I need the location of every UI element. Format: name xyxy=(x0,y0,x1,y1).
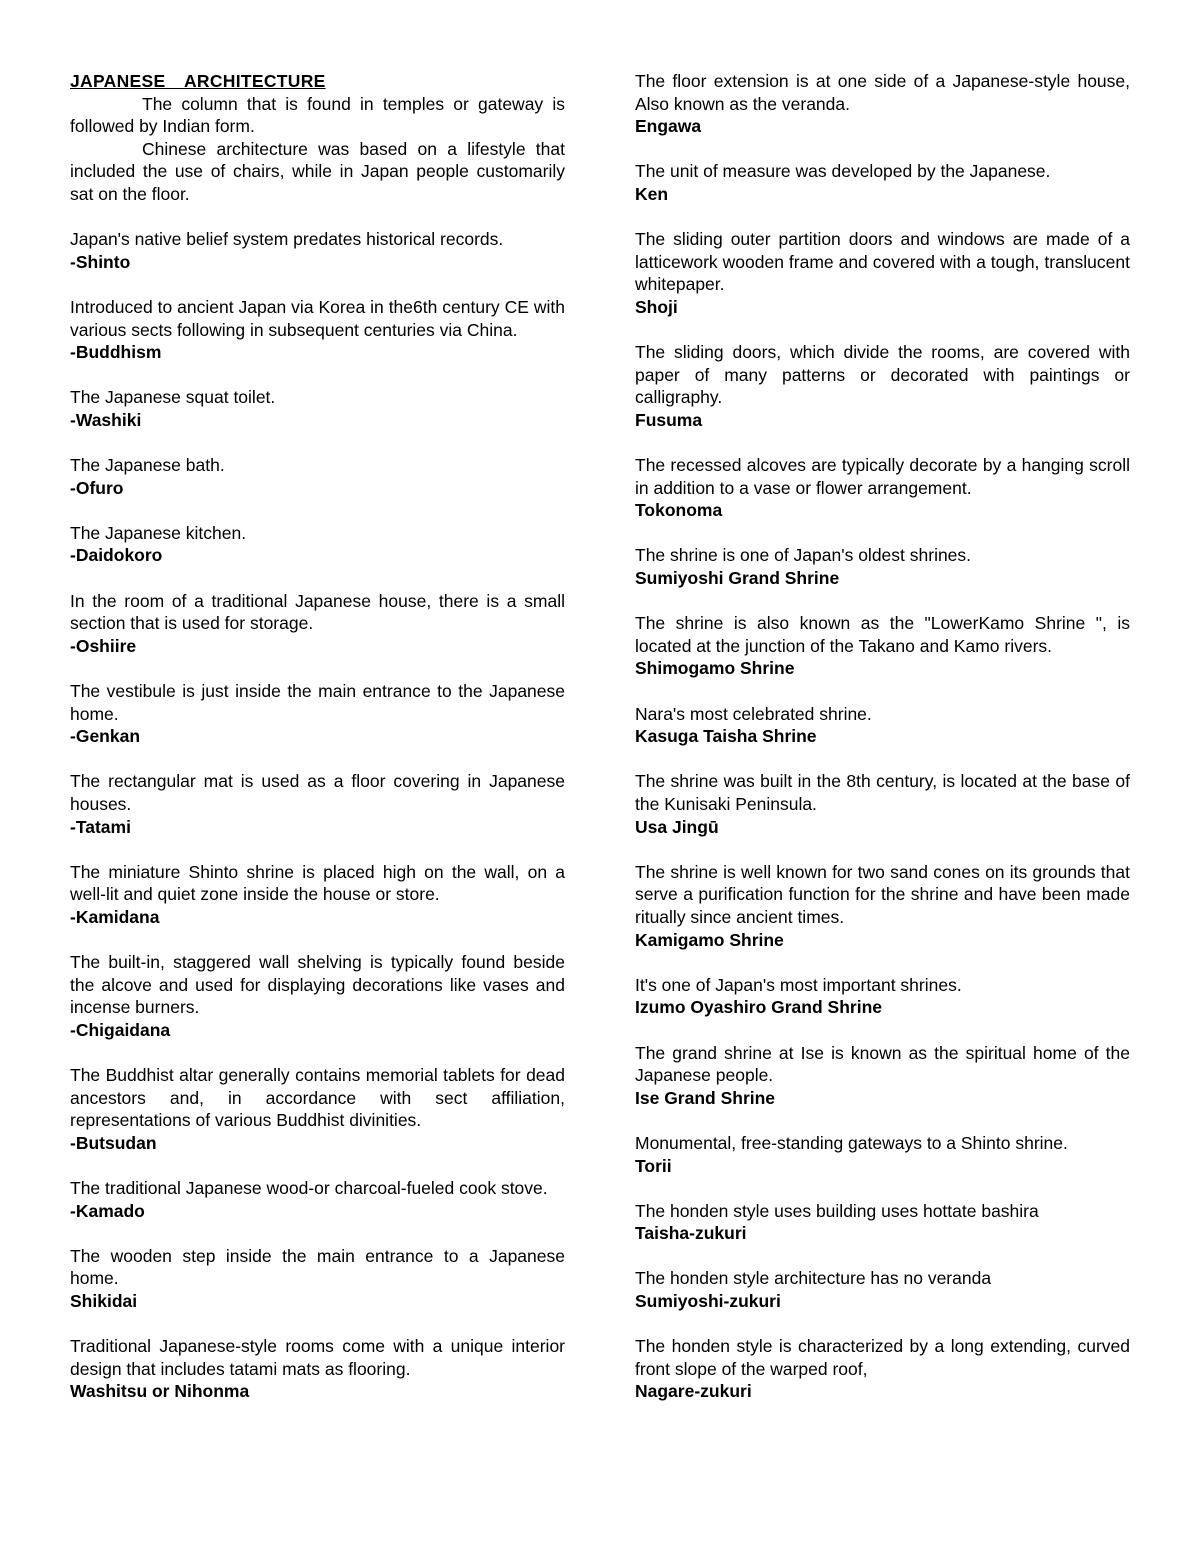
entry-term: Taisha-zukuri xyxy=(635,1223,747,1244)
entry-description: The honden style is characterized by a long extending, curved front slope of the warped roof, xyxy=(635,1336,1130,1379)
entry-term: Kasuga Taisha Shrine xyxy=(635,726,817,747)
entry-term: Engawa xyxy=(635,116,702,137)
entry-description: The recessed alcoves are typically decorate by a hanging scroll in addition to a vase or flower arrangement. xyxy=(635,455,1130,498)
entry-term: Fusuma xyxy=(635,409,703,430)
glossary-entry xyxy=(635,1042,1130,1110)
left-column xyxy=(70,70,565,1426)
entry-description: The grand shrine at Ise is known as the spiritual home of the Japanese people. xyxy=(635,1042,1130,1086)
glossary-entry xyxy=(635,703,1130,748)
entry-description: The rectangular mat is used as a floor covering in Japanese houses. xyxy=(70,771,565,814)
glossary-entry xyxy=(635,861,1130,951)
glossary-entry xyxy=(635,1200,1130,1245)
glossary-entry xyxy=(70,590,565,658)
glossary-entry xyxy=(70,951,565,1041)
glossary-entry xyxy=(635,341,1130,431)
glossary-entry xyxy=(70,680,565,748)
glossary-entry xyxy=(70,1335,565,1403)
glossary-entry xyxy=(635,544,1130,589)
glossary-entry xyxy=(70,296,565,364)
glossary-entry xyxy=(635,1132,1130,1177)
glossary-entry xyxy=(635,1267,1130,1312)
entry-description: Traditional Japanese-style rooms come with a unique interior design that includes tatami mats as flooring. xyxy=(70,1336,565,1379)
entry-term: -Ofuro xyxy=(70,477,124,498)
entry-term: -Tatami xyxy=(70,816,131,837)
entry-term: Shikidai xyxy=(70,1291,138,1312)
entry-description: The Buddhist altar generally contains memorial tablets for dead ancestors and, in accordance with sect affiliation, representations of various Buddhist divinities. xyxy=(70,1065,565,1131)
entry-description: The built-in, staggered wall shelving is typically found beside the alcove and used for displaying decorations like vases and incense burners. xyxy=(70,952,565,1018)
entry-term: Washitsu or Nihonma xyxy=(70,1381,250,1402)
glossary-entry xyxy=(635,228,1130,318)
entry-description: Nara's most celebrated shrine. xyxy=(635,703,872,724)
page-title: JAPANESE ARCHITECTURE xyxy=(70,71,326,91)
entry-term: Kamigamo Shrine xyxy=(635,929,784,950)
entry-description: The traditional Japanese wood-or charcoal-fueled cook stove. xyxy=(70,1178,548,1199)
entry-term: Usa Jingū xyxy=(635,816,719,837)
entry-term: -Buddhism xyxy=(70,342,162,363)
entry-description: In the room of a traditional Japanese house, there is a small section that is used for storage. xyxy=(70,590,565,634)
glossary-entry xyxy=(635,1335,1130,1403)
entry-term: Nagare-zukuri xyxy=(635,1381,752,1402)
entry-term: Shoji xyxy=(635,296,678,317)
entry-description: Monumental, free-standing gateways to a Shinto shrine. xyxy=(635,1132,1068,1153)
entry-term: -Kamidana xyxy=(70,906,160,927)
entry-description: It's one of Japan's most important shrines. xyxy=(635,974,962,995)
entry-description: The shrine is also known as the "LowerKamo Shrine ", is located at the junction of the Takano and Kamo rivers. xyxy=(635,613,1130,656)
entry-term: Sumiyoshi-zukuri xyxy=(635,1291,781,1312)
entry-description: The Japanese bath. xyxy=(70,455,225,476)
entry-description: The honden style architecture has no veranda xyxy=(635,1268,992,1289)
entry-description: The floor extension is at one side of a Japanese-style house, Also known as the veranda. xyxy=(635,71,1130,114)
right-column xyxy=(635,70,1130,1426)
entry-term: -Butsudan xyxy=(70,1132,157,1153)
entry-description: The sliding outer partition doors and windows are made of a latticework wooden frame and covered with a tough, translucent whitepaper. xyxy=(635,229,1130,295)
entry-term: -Genkan xyxy=(70,726,141,747)
entry-term: -Shinto xyxy=(70,251,131,272)
entry-description: The vestibule is just inside the main entrance to the Japanese home. xyxy=(70,681,565,724)
glossary-entry xyxy=(70,1177,565,1222)
glossary-entry xyxy=(70,386,565,431)
entry-description: The unit of measure was developed by the Japanese. xyxy=(635,161,1051,182)
glossary-entry xyxy=(635,612,1130,680)
glossary-entry xyxy=(635,160,1130,205)
glossary-entry xyxy=(70,454,565,499)
glossary-entry xyxy=(635,770,1130,838)
glossary-entry xyxy=(70,770,565,838)
entry-term: Sumiyoshi Grand Shrine xyxy=(635,568,840,589)
glossary-entry xyxy=(70,228,565,273)
entry-description: Introduced to ancient Japan via Korea in the6th century CE with various sects following in subsequent centuries via China. xyxy=(70,296,565,340)
entry-description: The shrine was built in the 8th century, is located at the base of the Kunisaki Peninsula. xyxy=(635,771,1130,814)
entry-description: The shrine is one of Japan's oldest shrines. xyxy=(635,545,972,566)
entry-description: Japan's native belief system predates historical records. xyxy=(70,229,504,250)
entry-description: The shrine is well known for two sand cones on its grounds that serve a purification function for the shrine and have been made ritually since ancient times. xyxy=(635,861,1130,927)
entry-term: Shimogamo Shrine xyxy=(635,658,795,679)
glossary-entry xyxy=(70,1245,565,1313)
entry-term: -Kamado xyxy=(70,1200,145,1221)
entry-term: Tokonoma xyxy=(635,500,723,521)
entry-term: Ken xyxy=(635,183,669,204)
entry-term: -Daidokoro xyxy=(70,545,163,566)
entry-description: The wooden step inside the main entrance to a Japanese home. xyxy=(70,1245,565,1289)
glossary-entry xyxy=(70,1064,565,1154)
entry-term: -Chigaidana xyxy=(70,1019,171,1040)
entry-description: The Japanese kitchen. xyxy=(70,522,247,543)
glossary-entry xyxy=(635,454,1130,522)
glossary-entry xyxy=(70,522,565,567)
entry-term: -Washiki xyxy=(70,409,142,430)
glossary-entry xyxy=(635,974,1130,1019)
entry-term: Torii xyxy=(635,1155,672,1176)
glossary-entry xyxy=(70,861,565,929)
spacer xyxy=(70,206,565,229)
entry-term: -Oshiire xyxy=(70,635,137,656)
entry-description: The miniature Shinto shrine is placed high on the wall, on a well-lit and quiet zone inside the house or store. xyxy=(70,861,565,905)
entry-description: The honden style uses building uses hottate bashira xyxy=(635,1200,1039,1221)
entry-term: Izumo Oyashiro Grand Shrine xyxy=(635,997,882,1018)
entry-description: The sliding doors, which divide the rooms, are covered with paper of many patterns or decorated with paintings or calligraphy. xyxy=(635,342,1130,408)
entry-description: The Japanese squat toilet. xyxy=(70,387,276,408)
entry-term: Ise Grand Shrine xyxy=(635,1087,776,1108)
intro-paragraph: The column that is found in temples or gateway is followed by Indian form. xyxy=(70,93,565,137)
glossary-entry xyxy=(635,70,1130,138)
intro-paragraph: Chinese architecture was based on a lifestyle that included the use of chairs, while in Japan people customarily sat on the floor. xyxy=(70,138,565,204)
